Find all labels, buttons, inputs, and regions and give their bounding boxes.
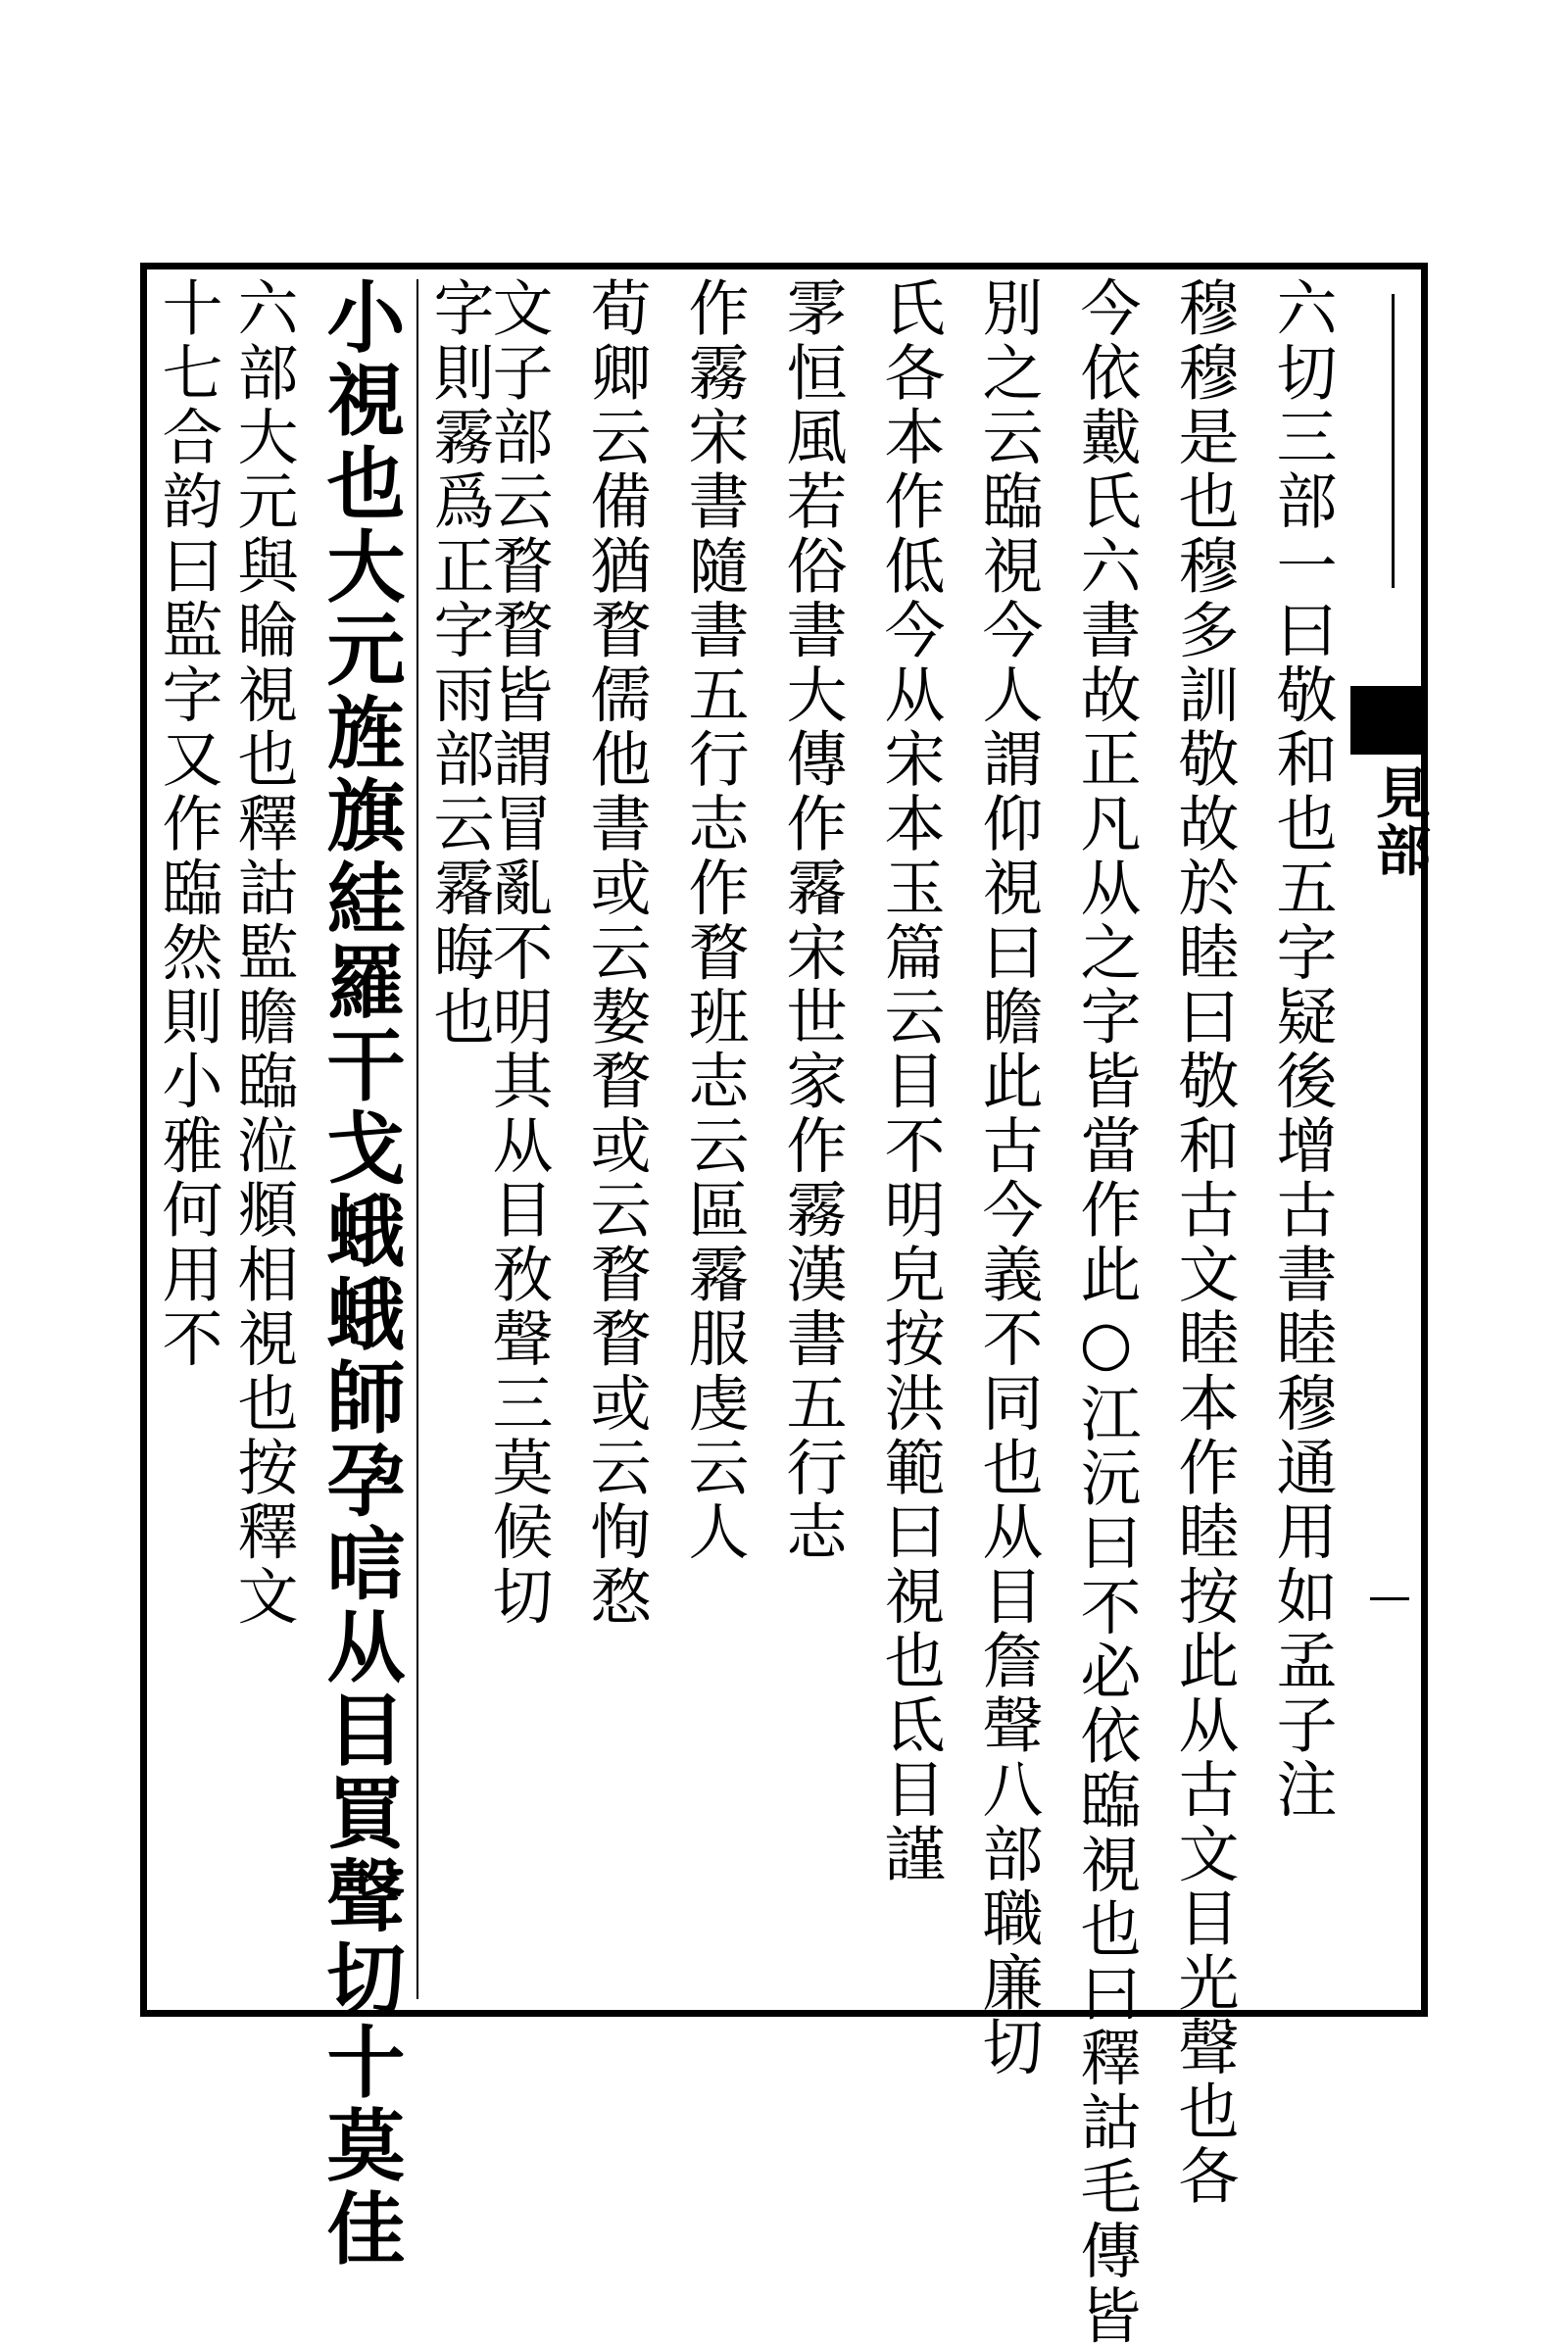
text-column-1: [1266, 276, 1338, 2001]
text-column-9: [482, 276, 554, 2001]
text-column-8: [580, 276, 652, 2001]
text-column-7: [678, 276, 750, 2001]
text-column-4: [972, 276, 1044, 2080]
margin-tick: [1370, 1597, 1409, 1600]
text-column-11: [314, 276, 406, 2272]
column-text: 今依戴氏六書故正凡从之字皆當作此○江沅曰不必依臨視也曰釋詁毛傳皆: [1070, 276, 1142, 2348]
column-text: 十七合韵曰監字又作臨然則小雅何用不: [152, 276, 223, 1372]
column-text: 穆穆是也穆多訓敬故於睦曰敬和古文睦本作睦按此从古文目光聲也各: [1168, 276, 1240, 2209]
column-text: 雺恒風若俗書大傳作霿宋世家作霧漢書五行志: [776, 276, 848, 1565]
margin-label: 見部: [1367, 764, 1432, 880]
text-column-10: [423, 276, 495, 2001]
text-column-13: [152, 276, 223, 2001]
text-column-6: [776, 276, 848, 2001]
column-text: 別之云臨視今人謂仰視曰瞻此古今義不同也从目詹聲八部職廉切: [972, 276, 1044, 2080]
column-text: 荀卿云備猶瞀儒他書或云嫯瞀或云瞀瞀或云恂愗: [580, 276, 652, 1630]
margin-black-block: [1350, 686, 1423, 755]
column-rule: [416, 279, 418, 1999]
text-column-3: [1070, 276, 1142, 2348]
column-text: 字則霧爲正字雨部云霿晦也: [423, 276, 495, 1050]
column-text: 文子部云瞀瞀皆謂冒亂不明其从目敄聲三莫候切: [482, 276, 554, 1630]
column-text: 氏各本作低今从宋本玉篇云目不明皃按洪範曰視也氐目謹: [874, 276, 946, 1886]
text-column-2: [1168, 276, 1240, 2209]
column-text: 六部大元與睔視也釋詁監瞻臨涖頫相視也按釋文: [227, 276, 299, 1630]
column-text: 六切三部一曰敬和也五字疑後增古書睦穆通用如孟子注: [1266, 276, 1338, 1823]
text-column-5: [874, 276, 946, 2001]
text-column-12: [227, 276, 299, 2001]
column-text: 小視也大元旌旗絓羅干戈蛾蛾師孕唁从目買聲切十莫佳: [314, 276, 406, 2272]
edge-mark: [1392, 294, 1414, 588]
column-text: 作霧宋書隨書五行志作瞀班志云區霿服虔云人: [678, 276, 750, 1565]
